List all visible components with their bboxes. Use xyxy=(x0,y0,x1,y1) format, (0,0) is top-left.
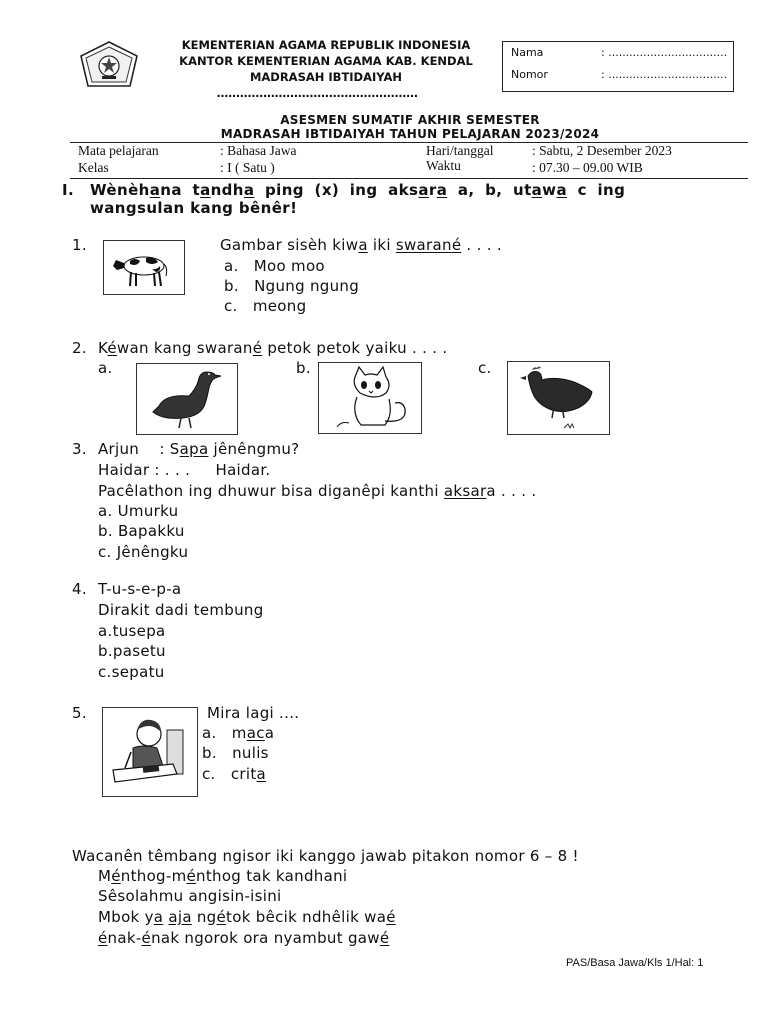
time-value: : 07.30 – 09.00 WIB xyxy=(532,160,643,175)
date-value: : Sabtu, 2 Desember 2023 xyxy=(532,143,672,158)
q3-option-a[interactable]: a. Umurku xyxy=(98,502,179,520)
name-field[interactable]: : .................................. xyxy=(601,46,728,59)
q5-option-c[interactable]: c. crita xyxy=(202,765,267,783)
q4-instruction: Dirakit dadi tembung xyxy=(98,601,264,619)
q5-question: Mira lagi .... xyxy=(207,704,300,722)
instruction-line1: Wènèhana tandha ping (x) ing aksara a, b, utawa c ing xyxy=(90,181,626,199)
subject-label: Mata pelajaran xyxy=(78,143,159,158)
header-office: KANTOR KEMENTERIAN AGAMA KAB. KENDAL xyxy=(179,54,473,68)
q4-option-a[interactable]: a.tusepa xyxy=(98,622,166,640)
number-label: Nomor xyxy=(511,68,548,81)
poem-line-2: Sêsolahmu angisin-isini xyxy=(98,887,282,905)
q3-line1: Arjun : Sapa jênêngmu? xyxy=(98,440,300,458)
chicken-image[interactable] xyxy=(507,361,610,435)
exam-title: ASESMEN SUMATIF AKHIR SEMESTER xyxy=(280,113,540,127)
poem-line-3: Mbok ya aja ngétok bêcik ndhêlik waé xyxy=(98,908,396,926)
duck-image[interactable] xyxy=(136,363,238,435)
q2-option-a-letter[interactable]: a. xyxy=(98,359,113,377)
student-id-box xyxy=(502,41,734,92)
info-bottom-rule xyxy=(70,178,748,179)
number-field[interactable]: : .................................. xyxy=(601,68,728,81)
q4-option-b[interactable]: b.pasetu xyxy=(98,642,166,660)
poem-line-1: Ménthog-ménthog tak kandhani xyxy=(98,867,348,885)
exam-subtitle: MADRASAH IBTIDAIYAH TAHUN PELAJARAN 2023/2024 xyxy=(220,127,600,141)
kemenag-logo xyxy=(78,40,140,88)
subject-value: : Bahasa Jawa xyxy=(220,143,297,158)
q2-question: Kéwan kang swarané petok petok yaiku . . . . xyxy=(98,339,448,357)
q1-question: Gambar sisèh kiwa iki swarané . . . . xyxy=(220,236,502,254)
cat-image[interactable] xyxy=(318,362,422,434)
time-label: Waktu xyxy=(426,158,461,173)
q1-option-a[interactable]: a. Moo moo xyxy=(224,257,325,275)
q1-option-c[interactable]: c. meong xyxy=(224,297,307,315)
poem-line-4: énak-énak ngorok ora nyambut gawé xyxy=(98,929,390,947)
q4-number: 4. xyxy=(72,580,87,598)
q3-line3: Pacêlathon ing dhuwur bisa diganêpi kanthi aksara . . . . xyxy=(98,482,537,500)
q3-option-b[interactable]: b. Bapakku xyxy=(98,522,185,540)
header-school-name-blank: .................................................... xyxy=(216,86,418,100)
q2-option-b-letter[interactable]: b. xyxy=(296,359,311,377)
q5-number: 5. xyxy=(72,704,87,722)
q2-number: 2. xyxy=(72,339,87,357)
class-value: : I ( Satu ) xyxy=(220,160,275,175)
writing-child-image xyxy=(102,707,198,797)
reading-instruction: Wacanên têmbang ngisor iki kanggo jawab pitakon nomor 6 – 8 ! xyxy=(72,847,579,865)
q3-number: 3. xyxy=(72,440,87,458)
section-number: I. xyxy=(62,181,75,199)
header-ministry: KEMENTERIAN AGAMA REPUBLIK INDONESIA xyxy=(181,38,471,52)
name-label: Nama xyxy=(511,46,544,59)
q3-option-c[interactable]: c. Jênêngku xyxy=(98,543,189,561)
q1-option-b[interactable]: b. Ngung ngung xyxy=(224,277,360,295)
header-school: MADRASAH IBTIDAIYAH xyxy=(249,70,403,84)
page-footer: PAS/Basa Jawa/Kls 1/Hal: 1 xyxy=(566,957,704,969)
q2-option-c-letter[interactable]: c. xyxy=(478,359,492,377)
q4-letters: T-u-s-e-p-a xyxy=(98,580,182,598)
cow-image xyxy=(103,240,185,295)
q4-option-c[interactable]: c.sepatu xyxy=(98,663,165,681)
q5-option-b[interactable]: b. nulis xyxy=(202,744,269,762)
instruction-line2: wangsulan kang bênêr! xyxy=(90,199,298,217)
date-label: Hari/tanggal xyxy=(426,143,494,158)
q3-line2: Haidar : . . . Haidar. xyxy=(98,461,271,479)
class-label: Kelas xyxy=(78,160,109,175)
q1-number: 1. xyxy=(72,236,87,254)
q5-option-a[interactable]: a. maca xyxy=(202,724,275,742)
